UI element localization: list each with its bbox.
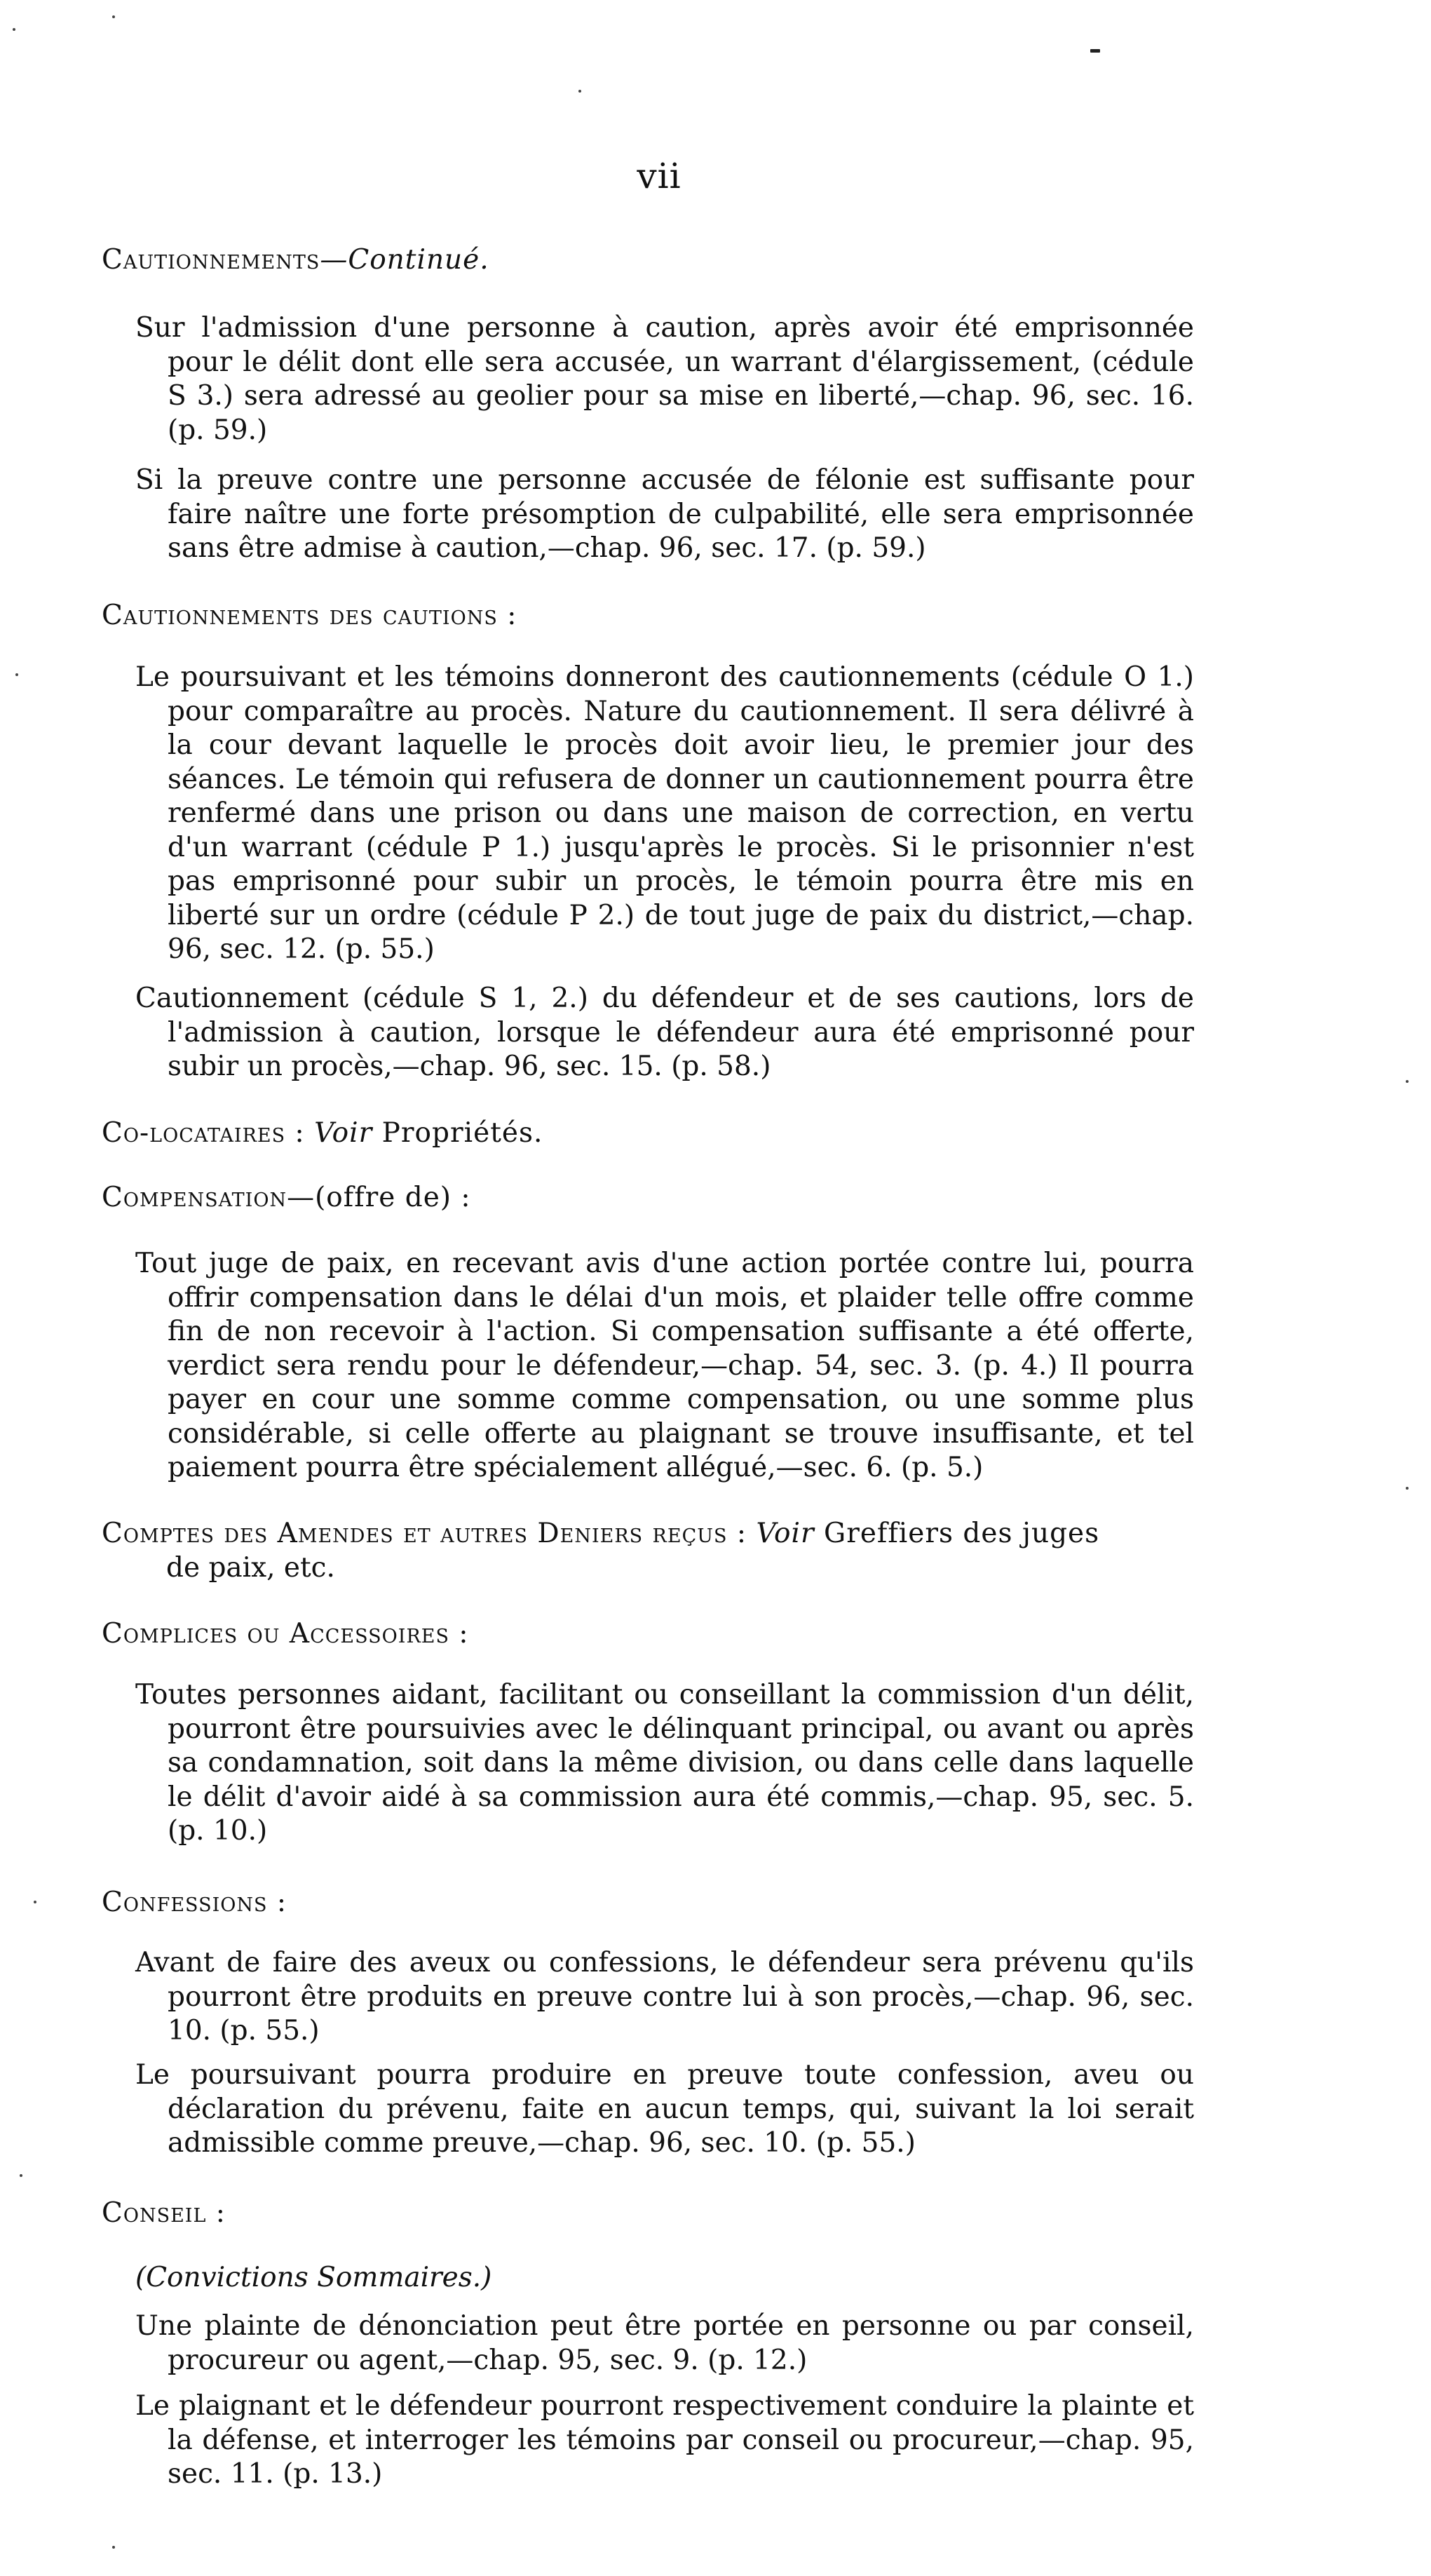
paragraph: Sur l'admission d'une personne à caution, après avoir été emprisonnée pour le délit dont elle sera accusée, un warrant d'élargissement, (cédule S 3.) sera adressé au geolier pour sa mise en liberté,—chap. 96, sec. 16. (p. 59.) bbox=[135, 312, 1194, 446]
heading-suffix: —(offre de) : bbox=[287, 1182, 471, 1213]
scan-speck bbox=[15, 673, 18, 676]
heading-suffix: —Continué. bbox=[320, 244, 489, 276]
see-target: Greffiers des juges bbox=[824, 1518, 1100, 1549]
paragraph: Le poursuivant pourra produire en preuve toute confession, aveu ou déclaration du prévenu, faite en aucun temps, qui, suivant la loi serait admissible comme preuve,—chap. 96, sec. 10. (p. 55.) bbox=[135, 2059, 1194, 2159]
paragraph: Toutes personnes aidant, facilitant ou conseillant la commission d'un délit, pourront être poursuivies avec le délinquant principal, ou avant ou après sa condamnation, soit dans la même division, ou dans celle dans laquelle le délit d'avoir aidé à sa commission aura été commis,—chap. 95, sec. 5. (p. 10.) bbox=[135, 1679, 1194, 1847]
scan-speck bbox=[578, 90, 581, 93]
scan-speck bbox=[13, 28, 15, 31]
entry-heading-co-locataires bbox=[102, 1117, 543, 1149]
paragraph: Tout juge de paix, en recevant avis d'une action portée contre lui, pourra offrir compensation dans le délai d'un mois, et plaider telle offre comme fin de non recevoir à l'action. Si compensation suffisante a été offerte, verdict sera rendu pour le défendeur,—chap. 54, sec. 3. (p. 4.) Il pourra payer en cour une somme comme compensation, ou une somme plus considérable, si celle offerte au plaignant se trouve insuffisante, et tel paiement pourra être spécialement allégué,—sec. 6. (p. 5.) bbox=[135, 1248, 1194, 1483]
see-label: Voir bbox=[314, 1117, 373, 1149]
see-continuation: de paix, etc. bbox=[166, 1552, 335, 1584]
scan-speck bbox=[112, 2546, 115, 2549]
heading-text: Cautionnements bbox=[102, 244, 320, 276]
paragraph: Une plainte de dénonciation peut être portée en personne ou par conseil, procureur ou agent,—chap. 95, sec. 9. (p. 12.) bbox=[135, 2310, 1194, 2376]
entry-heading-cautionnements-des-cautions: Cautionnements des cautions : bbox=[102, 600, 517, 631]
scan-speck bbox=[1406, 1080, 1409, 1083]
heading-text: Compensation bbox=[102, 1182, 287, 1213]
entry-heading-complices: Complices ou Accessoires : bbox=[102, 1618, 469, 1650]
scan-speck bbox=[1090, 49, 1100, 53]
subheading: (Convictions Sommaires.) bbox=[135, 2262, 492, 2293]
entry-heading-conseil: Conseil : bbox=[102, 2197, 226, 2229]
see-label: Voir bbox=[756, 1518, 815, 1549]
entry-heading-compensation bbox=[102, 1182, 471, 1213]
paragraph: Cautionnement (cédule S 1, 2.) du défendeur et de ses cautions, lors de l'admission à caution, lorsque le défendeur aura été emprisonné pour subir un procès,—chap. 96, sec. 15. (p. 58.) bbox=[135, 983, 1194, 1082]
scan-speck bbox=[112, 15, 115, 18]
heading-text: Co-locataires : bbox=[102, 1117, 305, 1149]
scan-speck bbox=[20, 2174, 22, 2177]
see-target: Propriétés. bbox=[381, 1117, 543, 1149]
heading-text: Comptes des Amendes et autres Deniers reçus : bbox=[102, 1518, 747, 1549]
entry-heading-cautionnements bbox=[102, 244, 489, 276]
scan-speck bbox=[1406, 1487, 1409, 1490]
entry-heading-comptes-des-amendes bbox=[102, 1518, 1099, 1549]
paragraph: Si la preuve contre une personne accusée de félonie est suffisante pour faire naître une forte présomption de culpabilité, elle sera emprisonnée sans être admise à caution,—chap. 96, sec. 17. (p. 59.) bbox=[135, 464, 1194, 564]
page-number: vii bbox=[637, 156, 681, 196]
paragraph: Le poursuivant et les témoins donneront des cautionnements (cédule O 1.) pour comparaître au procès. Nature du cautionnement. Il sera délivré à la cour devant laquelle le procès doit avoir lieu, le premier jour des séances. Le témoin qui refusera de donner un cautionnement pourra être renfermé dans une prison ou dans une maison de correction, en vertu d'un warrant (cédule P 1.) jusqu'après le procès. Si le prisonnier n'est pas emprisonné pour subir un procès, le témoin pourra être mis en liberté sur un ordre (cédule P 2.) de tout juge de paix du district,—chap. 96, sec. 12. (p. 55.) bbox=[135, 661, 1194, 965]
paragraph: Avant de faire des aveux ou confessions, le défendeur sera prévenu qu'ils pourront être produits en preuve contre lui à son procès,—chap. 96, sec. 10. (p. 55.) bbox=[135, 1947, 1194, 2046]
paragraph: Le plaignant et le défendeur pourront respectivement conduire la plainte et la défense, et interroger les témoins par conseil ou procureur,—chap. 95, sec. 11. (p. 13.) bbox=[135, 2390, 1194, 2490]
entry-heading-confessions: Confessions : bbox=[102, 1887, 287, 1918]
scan-speck bbox=[34, 1901, 36, 1903]
